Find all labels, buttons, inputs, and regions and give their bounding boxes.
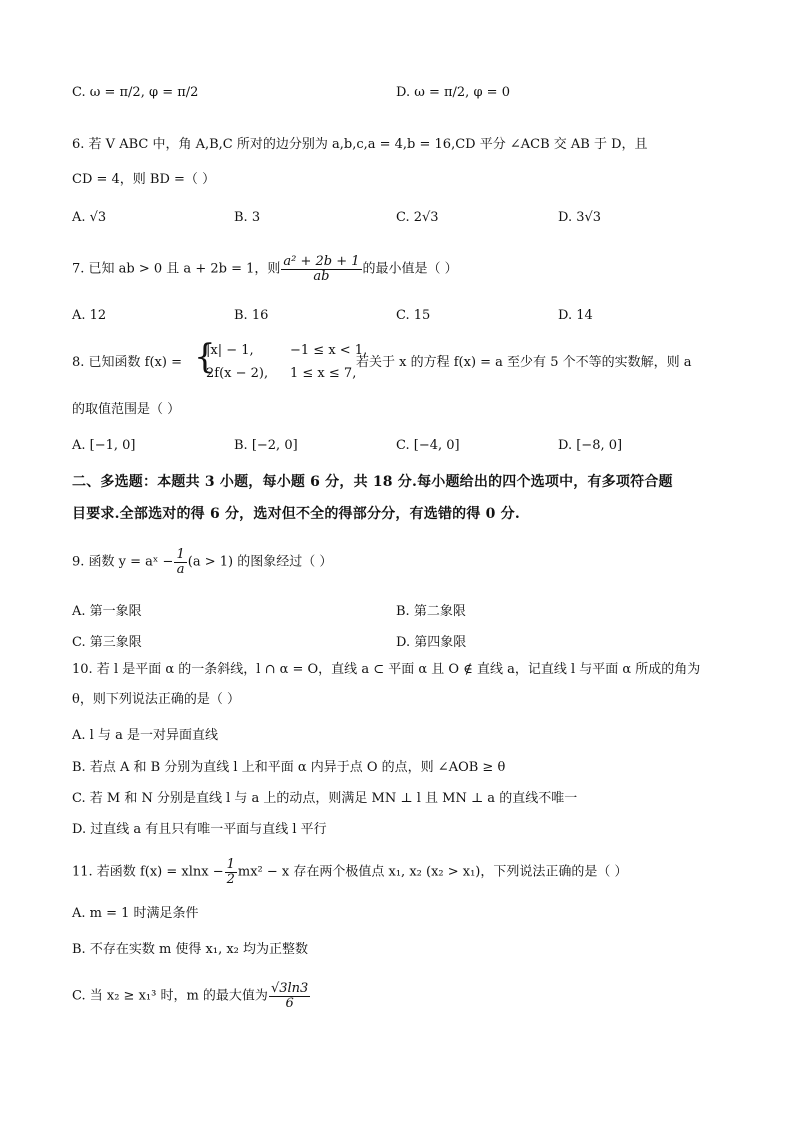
q7-option-d: D. 14 — [558, 308, 593, 323]
q11-numerator: 1 — [226, 857, 235, 872]
q8-option-c: C. [−4, 0] — [396, 438, 460, 453]
q6-option-c: C. 2√3 — [396, 210, 439, 225]
q7-stem — [72, 255, 458, 283]
q8-option-d: D. [−8, 0] — [558, 438, 623, 453]
q11-option-c-denominator: 6 — [285, 995, 294, 1011]
q8-case2-expr: 2f(x − 2), — [206, 366, 269, 381]
q10-option-a: A. l 与 a 是一对异面直线 — [72, 728, 218, 743]
q7-option-c: C. 15 — [396, 308, 431, 323]
q6-option-a: A. √3 — [72, 210, 107, 225]
q11-option-c-numerator: √3ln3 — [270, 981, 309, 996]
q9-fraction — [174, 548, 186, 576]
q8-option-b: B. [−2, 0] — [234, 438, 298, 453]
q9-option-a: A. 第一象限 — [72, 604, 142, 619]
q8-brace: { — [194, 337, 216, 377]
q9-denominator: a — [176, 561, 185, 577]
q10-option-c: C. 若 M 和 N 分别是直线 l 与 a 上的动点，则满足 MN ⊥ l 且 MN ⊥ a 的直线不唯一 — [72, 791, 578, 806]
q8-stem-line2: 的取值范围是（ ） — [72, 402, 181, 417]
q5-option-d: D. ω = π/2, φ = 0 — [396, 85, 510, 100]
q5-option-c: C. ω = π/2, φ = π/2 — [72, 85, 199, 100]
q8-case2-cond: 1 ≤ x ≤ 7, — [290, 366, 357, 381]
q11-stem — [72, 858, 628, 886]
q11-option-c-fraction — [269, 982, 310, 1010]
q8-option-a: A. [−1, 0] — [72, 438, 136, 453]
q8-case1-expr: |x| − 1, — [206, 343, 254, 358]
q7-option-b: B. 16 — [234, 308, 269, 323]
section-heading-line2: 目要求.全部选对的得 6 分，选对但不全的得部分分，有选错的得 0 分. — [72, 506, 520, 522]
q8-case1-cond: −1 ≤ x < 1, — [290, 343, 368, 358]
q6-stem-line1: 6. 若 V ABC 中，角 A,B,C 所对的边分别为 a,b,c,a = 4,b = 16,CD 平分 ∠ACB 交 AB 于 D，且 — [72, 137, 648, 152]
q9-option-d: D. 第四象限 — [396, 635, 467, 650]
q6-option-b: B. 3 — [234, 210, 261, 225]
q7-fraction — [281, 255, 361, 283]
q6-stem-line2: CD = 4，则 BD =（ ） — [72, 172, 216, 187]
q10-stem-line1: 10. 若 l 是平面 α 的一条斜线，l ∩ α = O，直线 a ⊂ 平面 α 且 O ∉ 直线 a，记直线 l 与平面 α 所成的角为 — [72, 662, 701, 677]
q9-stem-suffix: (a > 1) 的图象经过（ ） — [187, 554, 333, 570]
q11-option-b: B. 不存在实数 m 使得 x₁, x₂ 均为正整数 — [72, 942, 309, 957]
q10-stem-line2: θ，则下列说法正确的是（ ） — [72, 692, 240, 707]
q7-stem-prefix: 7. 已知 ab > 0 且 a + 2b = 1，则 — [72, 261, 281, 277]
section-heading-line1: 二、多选题：本题共 3 小题，每小题 6 分，共 18 分.每小题给出的四个选项中，有多项符合题 — [72, 474, 673, 490]
q6-option-d: D. 3√3 — [558, 210, 602, 225]
q7-stem-suffix: 的最小值是（ ） — [362, 261, 458, 277]
q9-option-b: B. 第二象限 — [396, 604, 466, 619]
q11-option-c-prefix: C. 当 x₂ ≥ x₁³ 时，m 的最大值为 — [72, 988, 268, 1004]
q9-option-c: C. 第三象限 — [72, 635, 142, 650]
q7-numerator: a² + 2b + 1 — [283, 254, 360, 269]
q7-denominator: ab — [313, 268, 330, 284]
q9-numerator: 1 — [176, 547, 185, 562]
q11-fraction — [225, 858, 237, 886]
q8-stem-prefix: 8. 已知函数 f(x) = — [72, 355, 182, 370]
q7-option-a: A. 12 — [72, 308, 107, 323]
q9-stem — [72, 548, 332, 576]
q11-option-c — [72, 982, 311, 1010]
q11-stem-suffix: mx² − x 存在两个极值点 x₁, x₂ (x₂ > x₁)，下列说法正确的是（ ） — [237, 864, 628, 880]
q11-option-a: A. m = 1 时满足条件 — [72, 906, 199, 921]
q10-option-d: D. 过直线 a 有且只有唯一平面与直线 l 平行 — [72, 822, 327, 837]
q11-stem-prefix: 11. 若函数 f(x) = xlnx − — [72, 864, 224, 880]
q10-option-b: B. 若点 A 和 B 分别为直线 l 上和平面 α 内异于点 O 的点，则 ∠AOB ≥ θ — [72, 760, 506, 775]
q8-stem-suffix: 若关于 x 的方程 f(x) = a 至少有 5 个不等的实数解，则 a — [356, 355, 692, 370]
q9-stem-prefix: 9. 函数 y = aˣ − — [72, 554, 174, 570]
q11-denominator: 2 — [226, 871, 235, 887]
